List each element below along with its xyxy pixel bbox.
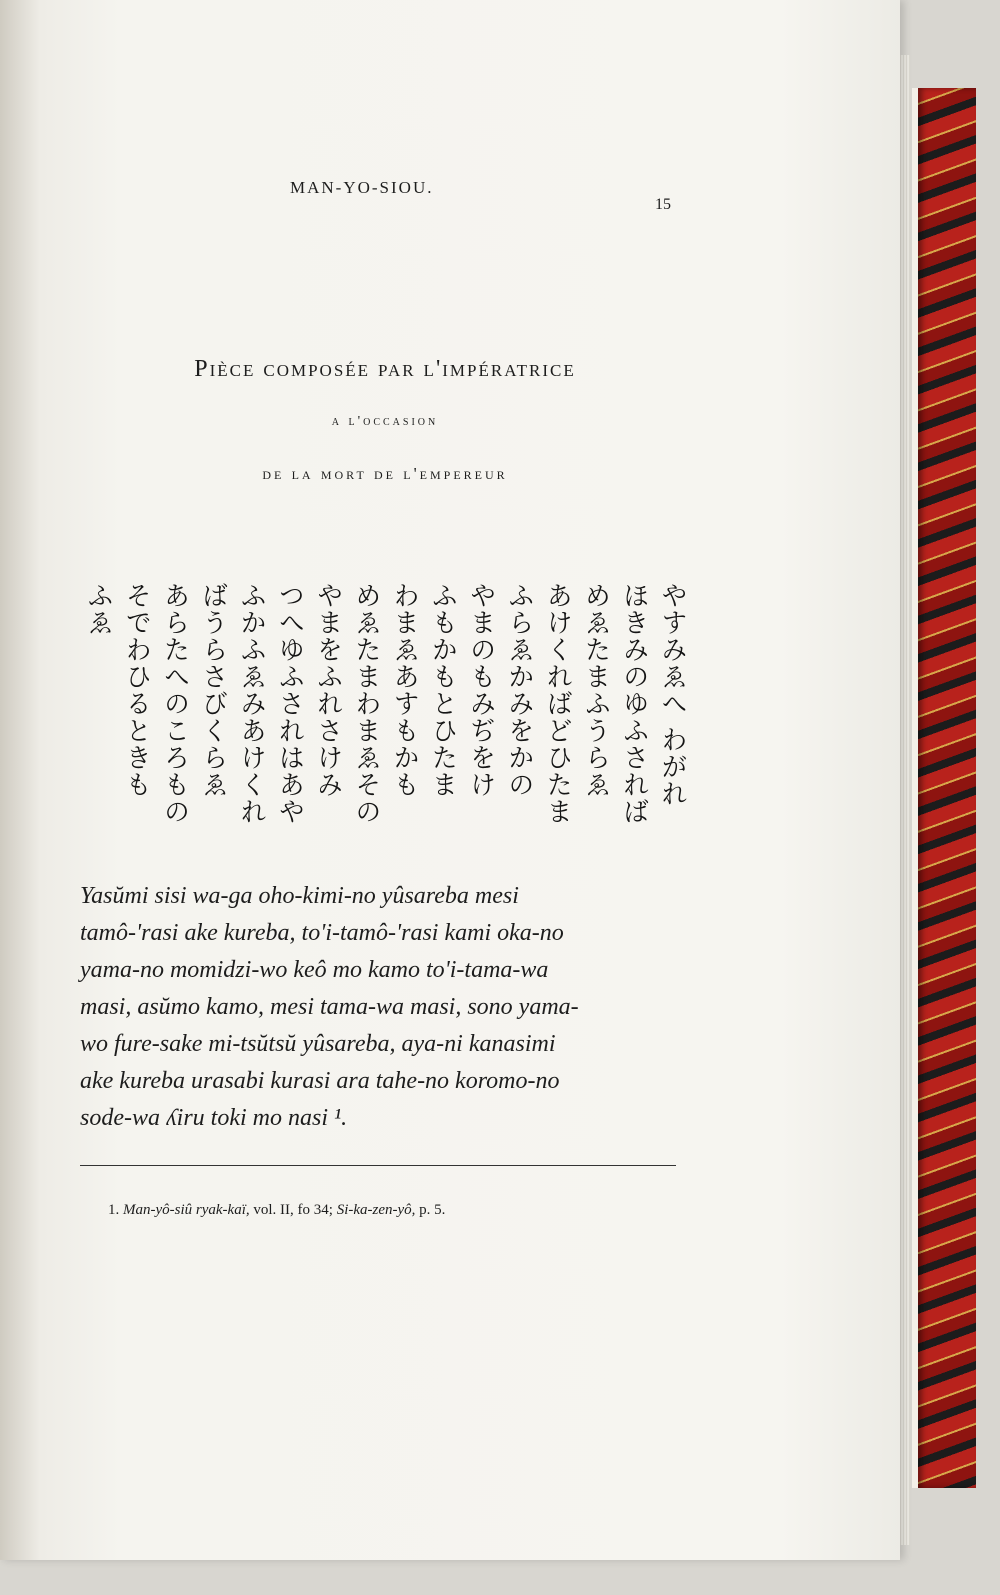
poem-subtitle: a l'occasion: [331, 414, 439, 429]
kana-column: めゑたまわまゑその: [350, 582, 381, 825]
romaji-line: ake kureba urasabi kurasi ara tahe-no koromo-no: [80, 1068, 560, 1094]
footnote-source-2: Si-ka-zen-yô,: [336, 1202, 416, 1218]
footnote-ref-2: p. 5.: [419, 1202, 446, 1218]
romaji-line: sode-wa ʎiru toki mo nasi ¹.: [80, 1105, 348, 1131]
footnote-ref-1: vol. II, fo 34;: [253, 1202, 333, 1218]
poem-title: Pièce composée par l'impératrice: [194, 356, 576, 382]
book-cover-spine: [912, 88, 976, 1488]
kana-column: ばうらさびくらゑ: [197, 582, 228, 798]
kana-column: つへゆふされはあや: [274, 582, 305, 825]
kana-column: そでわひるときも: [121, 582, 152, 798]
kana-column: ふゑ: [83, 582, 113, 636]
kana-text-block: [80, 582, 690, 852]
kana-column: ふもかもとひたま: [427, 582, 458, 798]
kana-column: やまのもみぢをけ: [465, 582, 496, 798]
romaji-line: masi, asŭmo kamo, mesi tama-wa masi, sono yama-: [80, 994, 579, 1020]
kana-column: ほきみのゆふされば: [618, 582, 649, 825]
kana-column: やまをふれさけみ: [312, 582, 343, 798]
footnote: [108, 1202, 445, 1219]
romanized-text: [80, 878, 680, 1137]
kana-column: わまゑあすもかも: [389, 582, 420, 798]
page-number: 15: [655, 196, 671, 213]
romaji-line: wo fure-sake mi-tsŭtsŭ yûsareba, aya-ni kanasimi: [80, 1031, 556, 1057]
kana-column: あらたへのころもの: [159, 582, 190, 825]
kana-column: ふかふゑみあけくれ: [236, 582, 267, 825]
romaji-line: Yasŭmi sisi wa-ga oho-kimi-no yûsareba mesi: [80, 883, 519, 909]
poem-subtitle-2: de la mort de l'empereur: [262, 464, 508, 483]
kana-column: やすみゑへ わがれ: [656, 582, 687, 808]
kana-column: あけくればどひたま: [542, 582, 573, 825]
kana-column: ふらゑかみをかの: [503, 582, 534, 798]
footnote-number: 1.: [108, 1202, 120, 1218]
footnote-divider: [80, 1165, 676, 1166]
romaji-line: yama-no momidzi-wo keô mo kamo to'i-tama-wa: [80, 957, 549, 983]
running-head: MAN-YO-SIOU.: [290, 178, 434, 197]
romaji-line: tamô-'rasi ake kureba, to'i-tamô-'rasi kami oka-no: [80, 920, 564, 946]
footnote-source-1: Man-yô-siû ryak-kaï,: [123, 1202, 250, 1218]
kana-column: めゑたまふうらゑ: [580, 582, 611, 798]
